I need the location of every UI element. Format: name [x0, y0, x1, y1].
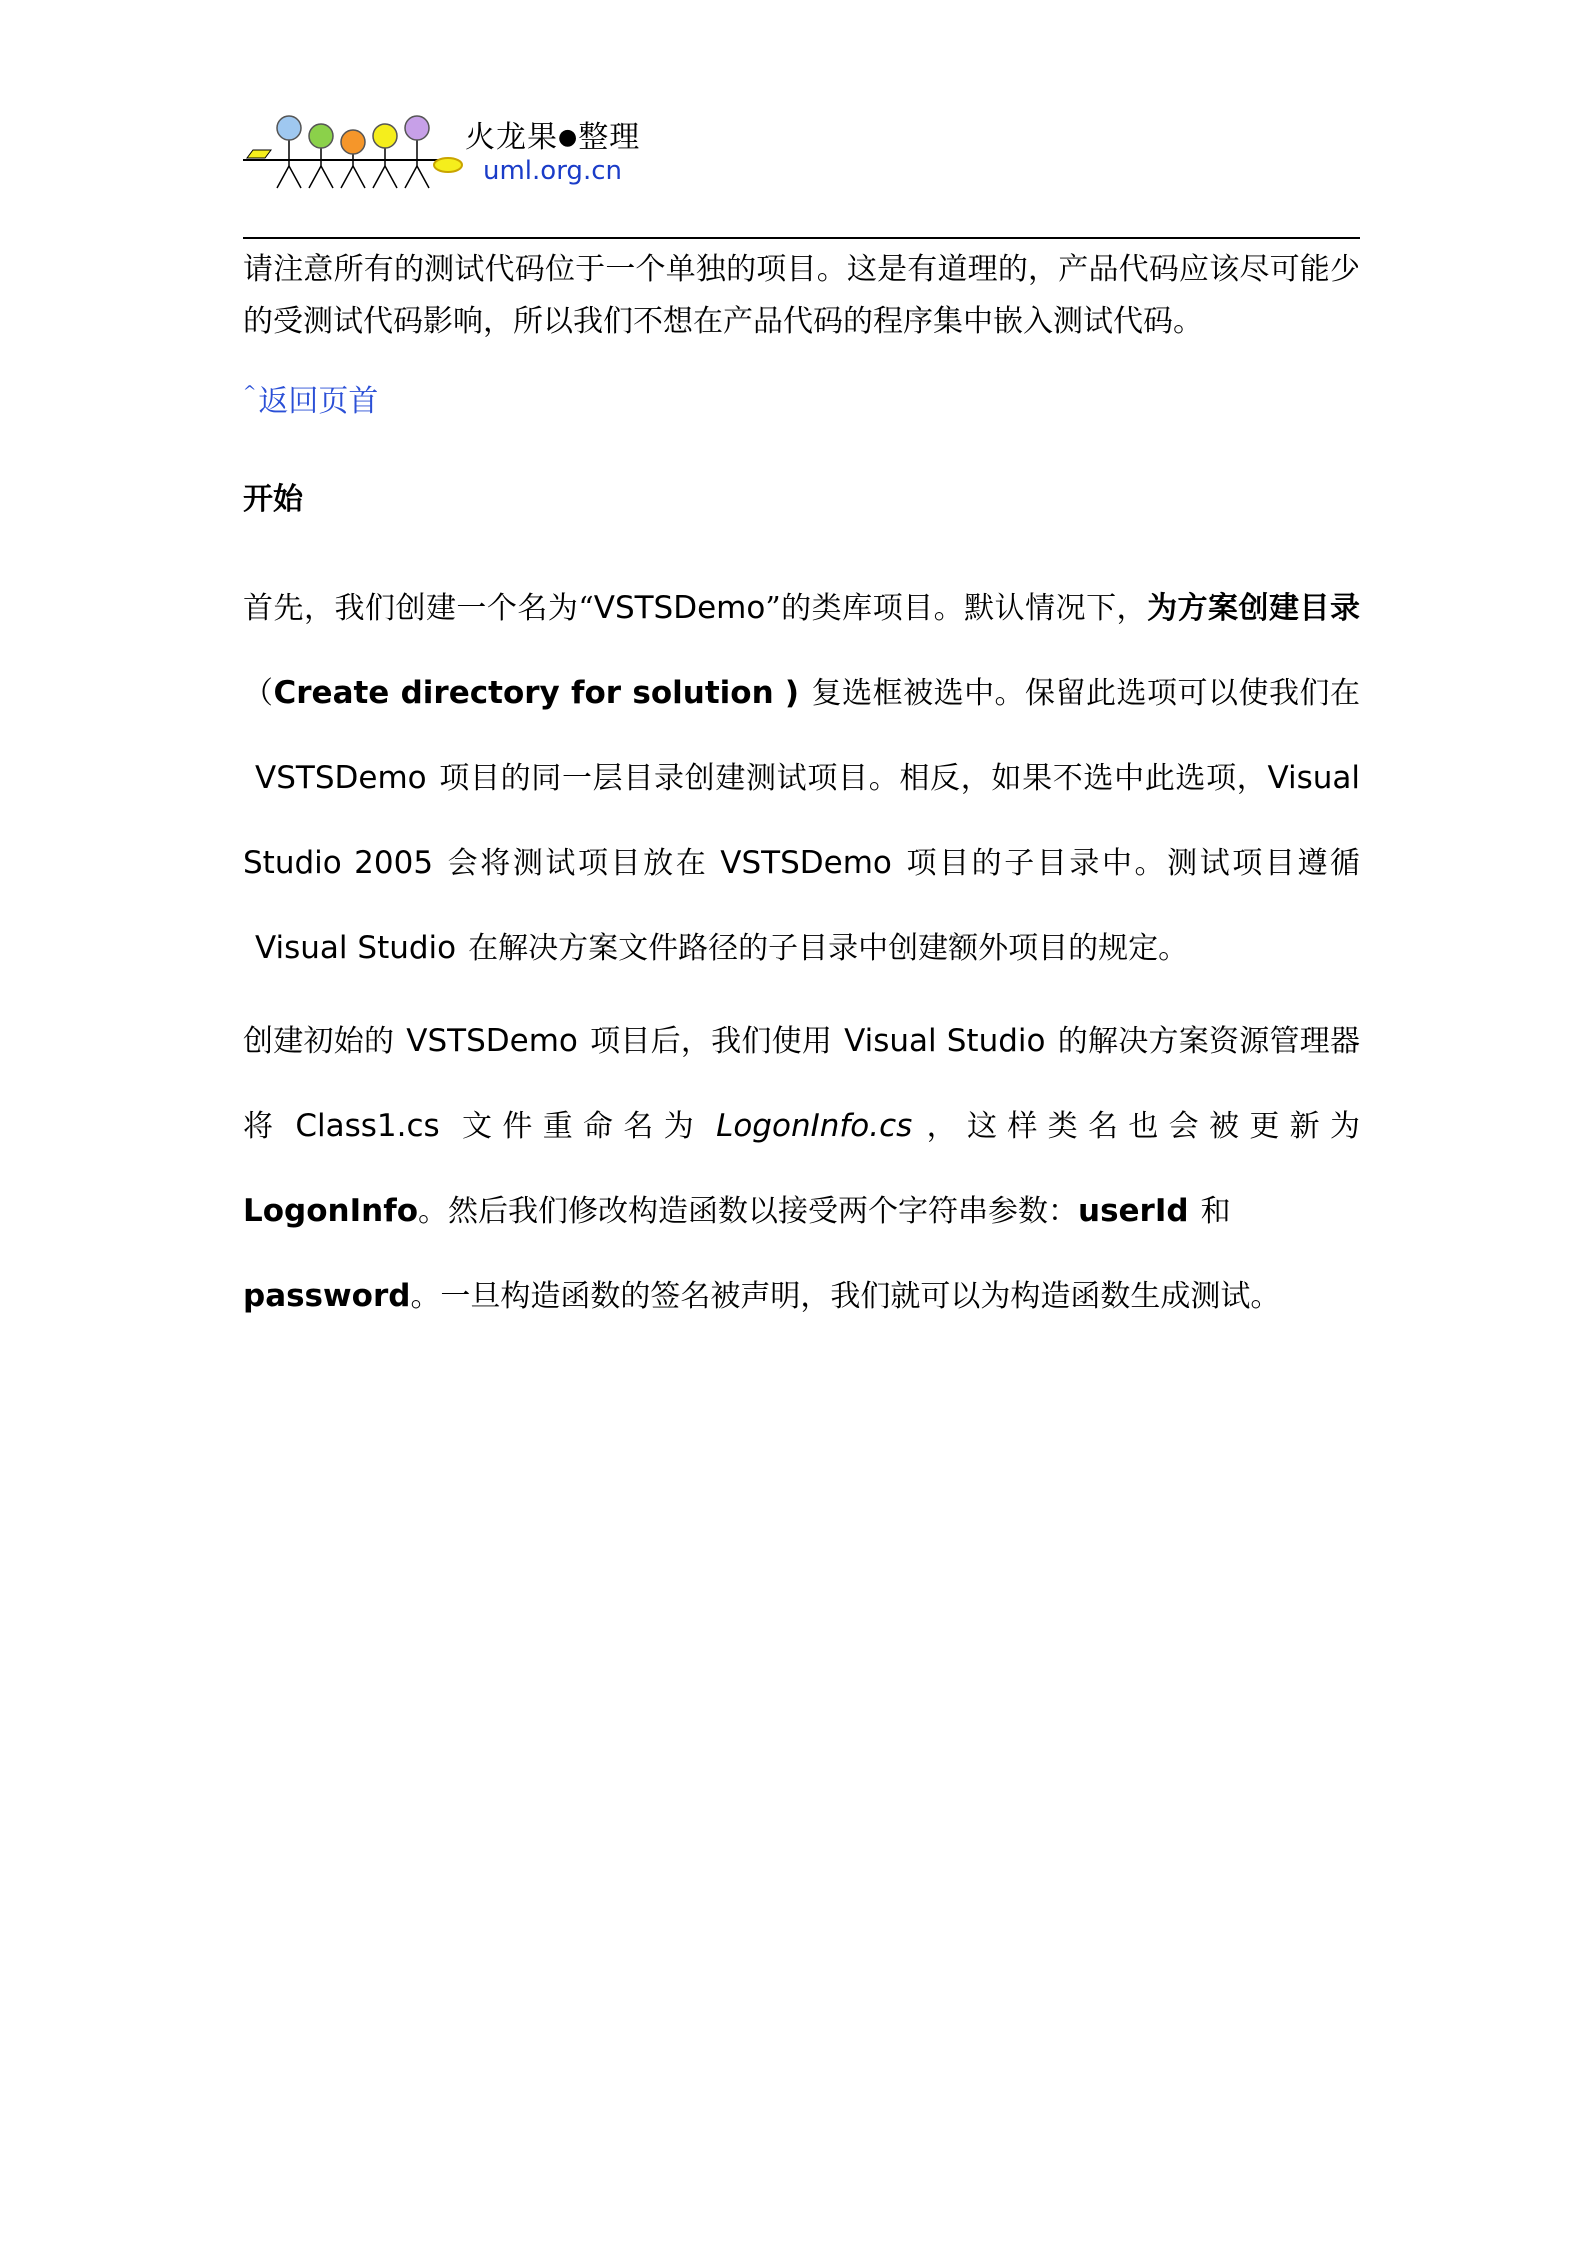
logo-figure-limb: [289, 166, 301, 188]
section-heading: 开始: [243, 482, 303, 517]
paragraph-test-project-note: 请注意所有的测试代码位于一个单独的项目。这是有道理的，产品代码应该尽可能少的受测试代码影响，所以我们不想在产品代码的程序集中嵌入测试代码。: [243, 252, 1360, 339]
logo-figure-limb: [277, 166, 289, 188]
logo-figure-limb: [373, 166, 385, 188]
paragraph-getting-started: 首先，我们创建一个名为“VSTSDemo”的类库项目。默认情况下，为方案创建目录（Create directory for solution ) 复选框被选中。保留此选项可以使我们在VSTSDemo 项目的同一层目录创建测试项目。相反，如果不选中此选项，Visual Studio 2005 会将测试项目放在 VSTSDemo 项目的子目录中。测试项目遵循Visual Studio 在解决方案文件路径的子目录中创建额外项目的规定。: [243, 590, 1361, 966]
logo-figure-limb: [405, 166, 417, 188]
header-divider: [243, 237, 1360, 239]
logo-figure-head: [309, 124, 333, 148]
document-body: [243, 244, 1360, 1339]
logo-figure-limb: [385, 166, 397, 188]
logo-title: 火龙果●整理: [465, 120, 641, 155]
logo-figure-limb: [417, 166, 429, 188]
logo-url: uml.org.cn: [483, 156, 622, 186]
logo-figure-limb: [353, 166, 365, 188]
logo-stick-figures-icon: [243, 108, 473, 198]
paragraph-rename-class: 创建初始的 VSTSDemo 项目后，我们使用 Visual Studio 的解决方案资源管理器将 Class1.cs 文件重命名为 LogonInfo.cs ，这样类名也会被更新为LogonInfo。然后我们修改构造函数以接受两个字符串参数：userId 和 password。一旦构造函数的签名被声明，我们就可以为构造函数生成测试。: [243, 1023, 1361, 1314]
logo-figure-limb: [309, 166, 321, 188]
logo-figure-limb: [321, 166, 333, 188]
logo-figure-head: [405, 116, 429, 140]
logo-figure-head: [277, 116, 301, 140]
logo-figure-limb: [341, 166, 353, 188]
page-header: [243, 108, 663, 188]
logo-figure-head: [341, 130, 365, 154]
logo-figure-head: [373, 124, 397, 148]
back-to-top-link[interactable]: ^返回页首: [243, 382, 379, 419]
caret-up-icon: ^: [243, 382, 257, 401]
